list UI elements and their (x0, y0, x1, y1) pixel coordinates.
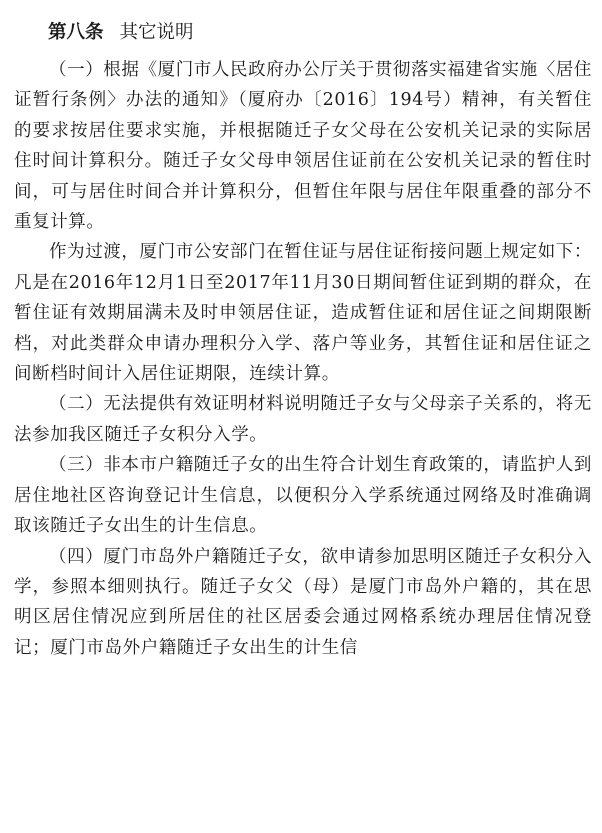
article-heading (14, 10, 592, 55)
paragraph-1: （一）根据《厦门市人民政府办公厅关于贯彻落实福建省实施〈居住证暂行条例〉办法的通知》（厦府办〔2016〕194号）精神，有关暂住的要求按居住要求实施，并根据随迁子女父母在公安机关记录的实际居住时间计算积分。随迁子女父母申领居住证前在公安机关记录的暂住时间，可与居住时间合并计算积分，但暂住年限与居住年限重叠的部分不重复计算。 (14, 60, 592, 233)
paragraph-3: （二）无法提供有效证明材料说明随迁子女与父母亲子关系的，将无法参加我区随迁子女积分入学。 (14, 394, 592, 445)
paragraph-4: （三）非本市户籍随迁子女的出生符合计划生育政策的，请监护人到居住地社区咨询登记计生信息，以便积分入学系统通过网络及时准确调取该随迁子女出生的计生信息。 (14, 455, 592, 537)
document-page (14, 10, 592, 663)
article-number: 第八条 (48, 22, 104, 43)
paragraph-2: 作为过渡，厦门市公安部门在暂住证与居住证衔接问题上规定如下：凡是在2016年12月1日至2017年11月30日期间暂住证到期的群众，在暂住证有效期届满未及时申领居住证，造成暂住证和居住证之间期限断档，对此类群众申请办理积分入学、落户等业务，其暂住证和居住证之间断档时间计入居住证期限，连续计算。 (14, 242, 592, 385)
article-title: 其它说明 (119, 22, 194, 43)
paragraph-5: （四）厦门市岛外户籍随迁子女，欲申请参加思明区随迁子女积分入学，参照本细则执行。随迁子女父（母）是厦门市岛外户籍的，其在思明区居住情况应到所居住的社区居委会通过网格系统办理居住情况登记；厦门市岛外户籍随迁子女出生的计生信 (14, 546, 592, 658)
